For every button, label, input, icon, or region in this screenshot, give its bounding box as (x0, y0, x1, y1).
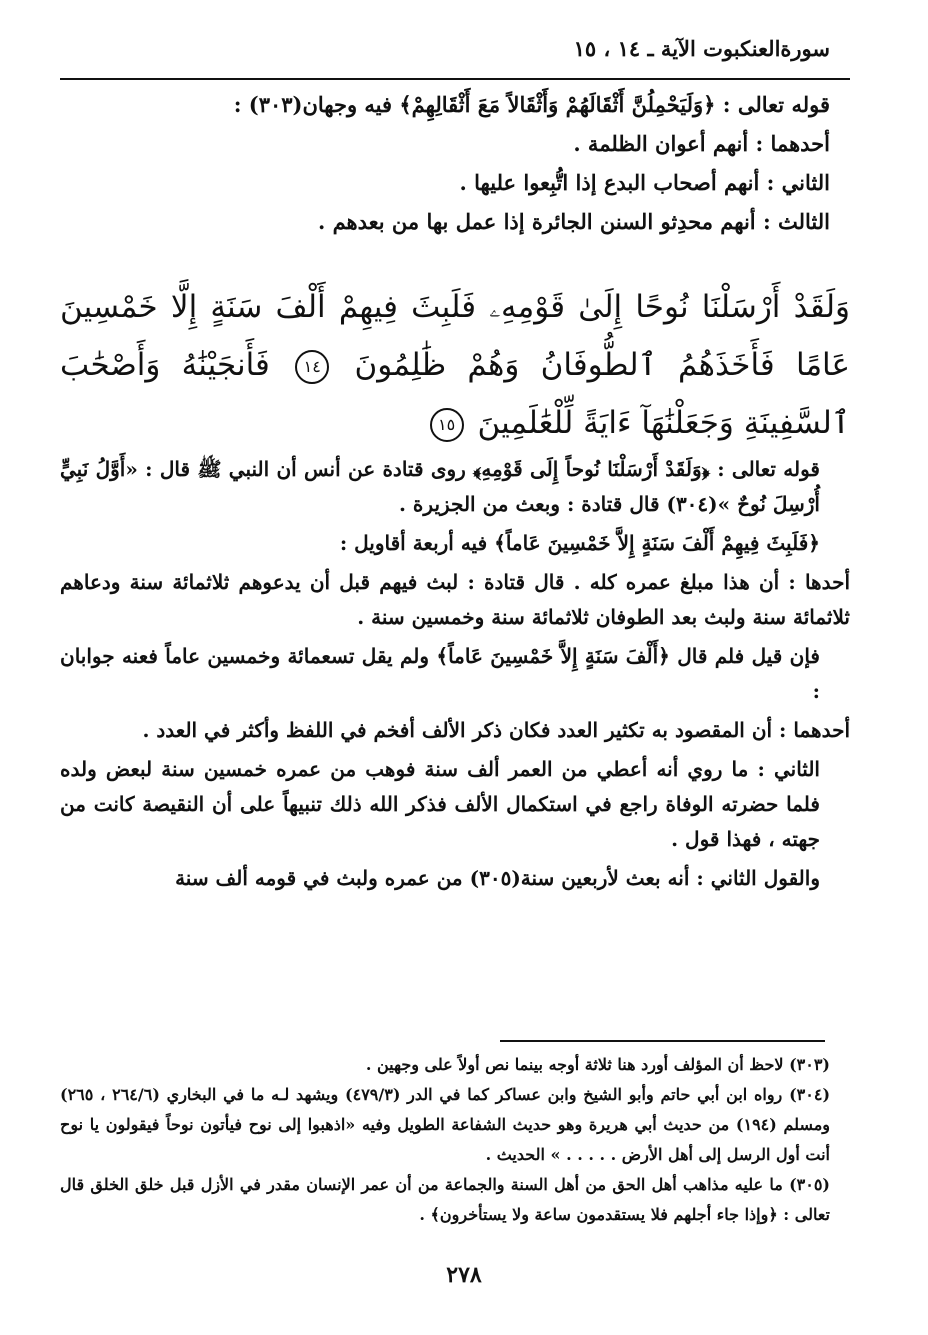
ayah-number-15: ١٥ (430, 408, 464, 442)
commentary-paragraph-2: ﴿فَلَبِثَ فِيهِمْ أَلْفَ سَنَةٍ إِلاَّ خَمْسِينَ عَاماً﴾ فيه أربعة أقاويل : (339, 531, 820, 555)
footnote-304: (٣٠٤) رواه ابن أبي حاتم وأبو الشيخ وابن عساكر كما في الدر (٤٧٩/٣) ويشهد لـه ما في البخاري (٢٦٤/٦ ، ٢٦٥) ومسلم (١٩٤) من حديث أبي هريرة وهو حديث الشفاعة الطويل وفيه «اذهبوا إلى نوح فيأتون نوحاً فيقولون يا نوح أنت أول الرسل إلى أهل الأرض . . . . . » الحديث . (60, 1085, 831, 1164)
commentary-paragraph-4: فإن قيل فلم قال ﴿أَلْفَ سَنَةٍ إِلاَّ خَمْسِينَ عَاماً﴾ ولم يقل تسعمائة وخمسين عاماً فعنه جوابان : (60, 644, 820, 703)
intro-line-3: الثاني : أنهم أصحاب البدع إذا اتُّبِعوا عليها . (459, 170, 830, 195)
intro-line-2: أحدهما : أنهم أعوان الظلمة . (573, 131, 830, 156)
quran-verse-15: فَأَنجَيْنَٰهُ وَأَصْحَٰبَ ٱلسَّفِينَةِ وَجَعَلْنَٰهَآ ءَايَةً لِّلْعَٰلَمِينَ (60, 347, 850, 441)
running-header: سورةالعنكبوت الآية ـ ١٤ ، ١٥ (573, 36, 830, 61)
intro-section (60, 88, 830, 244)
commentary-paragraph-7: والقول الثاني : أنه بعث لأربعين سنة(٣٠٥) من عمره ولبث في قومه ألف سنة (175, 866, 820, 890)
footnote-303: (٣٠٣) لاحظ أن المؤلف أورد هنا ثلاثة أوجه بينما نص أولاً على وجهين . (365, 1055, 830, 1074)
commentary-paragraph-6: الثاني : ما روي أنه أعطي من العمر ألف سنة فوهب من عمره خمسين سنة لبعض ولده فلما حضرته الوفاة راجع في استكمال الألف فذكر الله ذلك تنبيهاً على أن النقيصة كانت من جهته ، فهذا قول . (60, 757, 820, 851)
header-divider (60, 78, 850, 80)
commentary-paragraph-3: أحدها : أن هذا مبلغ عمره كله . قال قتادة : لبث فيهم قبل أن يدعوهم ثلاثمائة سنة ودعاهم ثلاثمائة سنة ولبث بعد الطوفان ثلاثمائة سنة وخمسين سنة . (60, 570, 850, 629)
ayah-number-14: ١٤ (295, 350, 329, 384)
commentary-paragraph-1: قوله تعالى : ﴿وَلَقَدْ أَرْسَلْنَا نُوحاً إِلَى قَوْمِهِ﴾ روى قتادة عن أنس أن النبي ﷺ قال : «أَوَّلُ نَبِيٍّ أُرْسِلَ نُوحٌ »(٣٠٤) قال قتادة : وبعث من الجزيرة . (60, 457, 820, 516)
page-number: ٢٧٨ (446, 1262, 482, 1288)
quran-verse-14: وَلَقَدْ أَرْسَلْنَا نُوحًا إِلَىٰ قَوْمِهِۦ فَلَبِثَ فِيهِمْ أَلْفَ سَنَةٍ إِلَّا خَمْسِينَ عَامًا فَأَخَذَهُمُ ٱلطُّوفَانُ وَهُمْ ظَٰلِمُونَ (60, 289, 850, 383)
intro-line-1: قوله تعالى : ﴿وَلَيَحْمِلُنَّ أَثْقَالَهُمْ وَأَثْقَالاً مَعَ أَثْقَالِهِمْ﴾ فيه وجهان(٣٠٣) : (233, 92, 830, 117)
intro-line-4: الثالث : أنهم محدِثو السنن الجائرة إذا عمل بها من بعدهم . (317, 209, 830, 234)
quran-verse-block (60, 278, 850, 452)
commentary-section (60, 452, 850, 900)
footnotes-section (60, 1050, 830, 1230)
footnote-divider (500, 1040, 825, 1042)
commentary-paragraph-5: أحدهما : أن المقصود به تكثير العدد فكان ذكر الألف أفخم في اللفظ وأكثر في العدد . (142, 718, 850, 742)
footnote-305: (٣٠٥) ما عليه مذاهب أهل الحق من أهل السنة والجماعة من أن عمر الإنسان مقدر في الأزل قبل خلق الخلق قال تعالى : ﴿وإذا جاء أجلهم فلا يستقدمون ساعة ولا يستأخرون﴾ . (60, 1175, 830, 1224)
